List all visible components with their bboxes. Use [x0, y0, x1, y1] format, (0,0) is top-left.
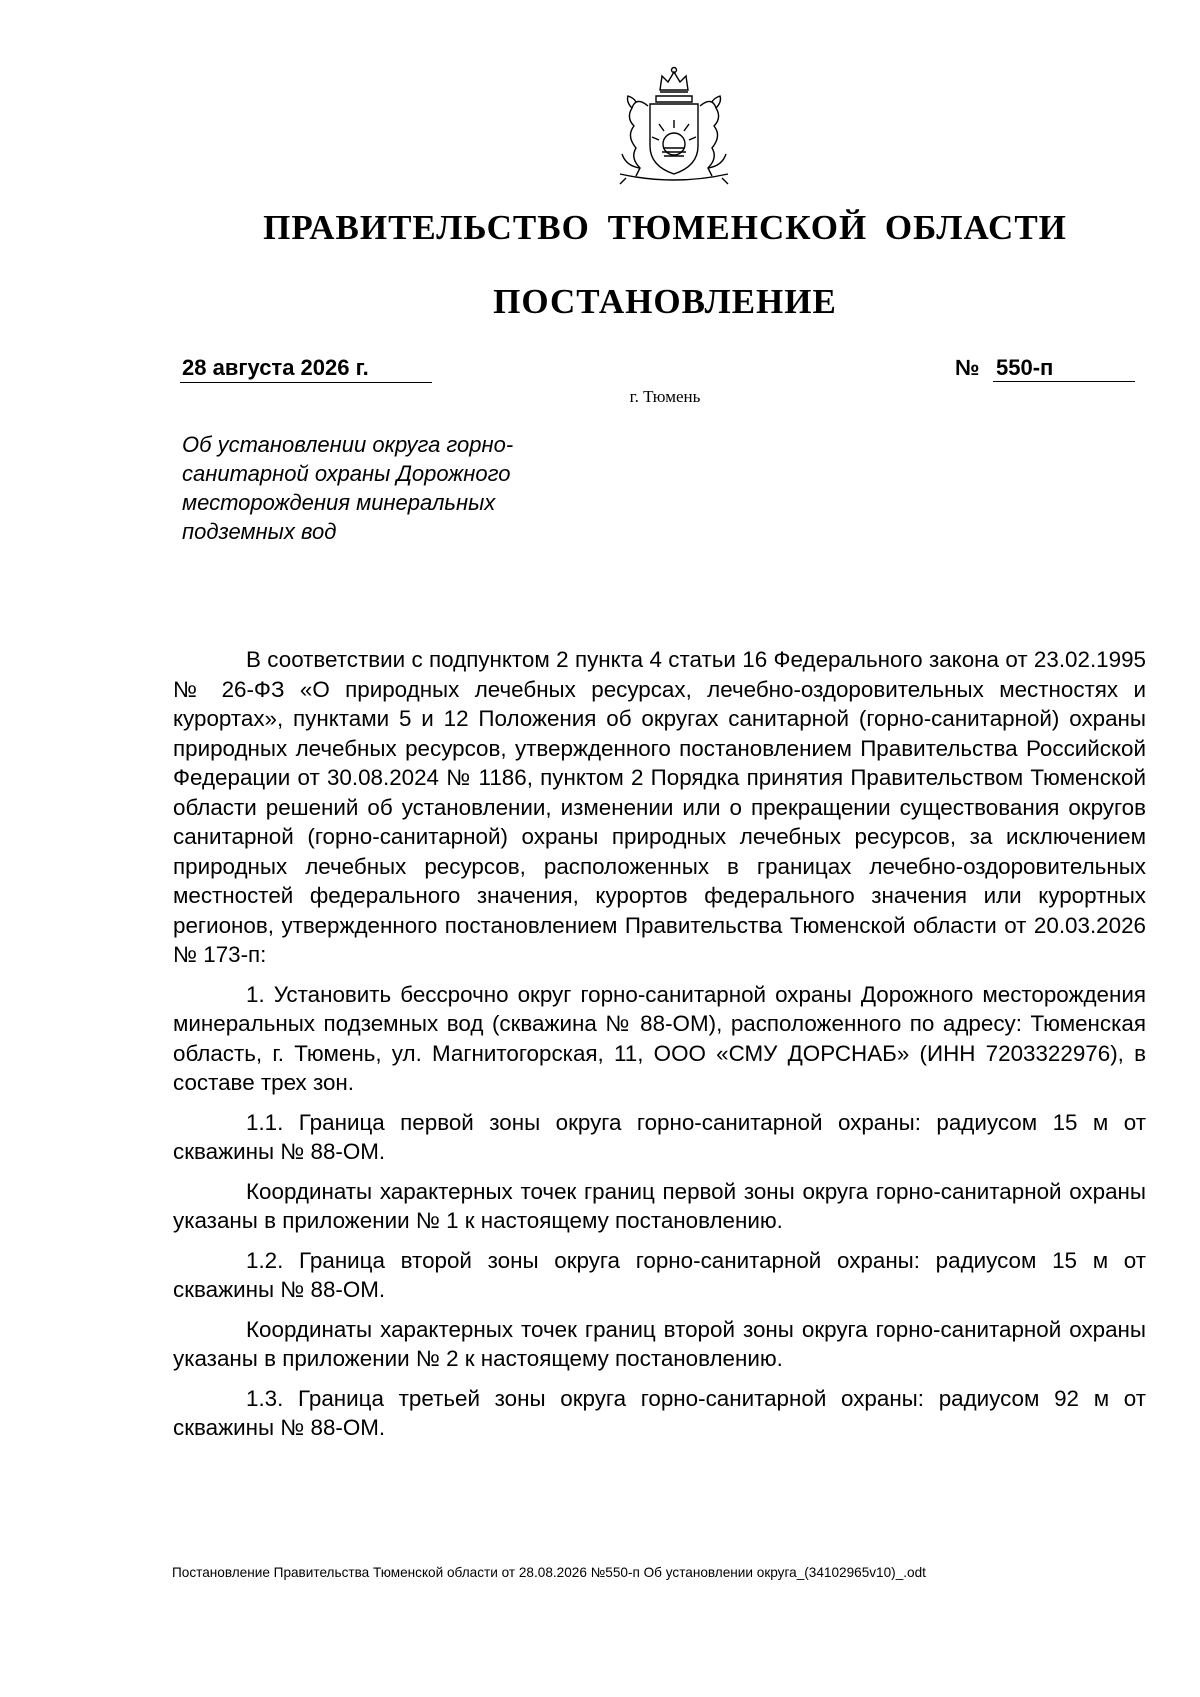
body-paragraph: 1.2. Граница второй зоны округа горно-санитарной охраны: радиусом 15 м от скважины № 88-ОМ.	[173, 1247, 1146, 1302]
number-sign: №	[955, 355, 980, 380]
body-paragraph: 1.3. Граница третьей зоны округа горно-санитарной охраны: радиусом 92 м от скважины № 88-ОМ.	[173, 1385, 1146, 1440]
document-subject	[182, 430, 622, 546]
government-title: ПРАВИТЕЛЬСТВО ТЮМЕНСКОЙ ОБЛАСТИ	[263, 208, 1067, 247]
footer-file-name: Постановление Правительства Тюменской области от 28.08.2026 №550-п Об установлении округа_(34102965v10)_.odt	[172, 1565, 926, 1580]
body-paragraph: В соответствии с подпунктом 2 пункта 4 статьи 16 Федерального закона от 23.02.1995 № 26-ФЗ «О природных лечебных ресурсах, лечебно-оздоровительных местностях и курортах», пунктами 5 и 12 Положения об округах санитарной (горно-санитарной) охраны природных лечебных ресурсов, утвержденного постановлением Правительства Российской Федерации от 30.08.2024 № 1186, пунктом 2 Порядка принятия Правительством Тюменской области решений об установлении, изменении или о прекращении существования округов санитарной (горно-санитарной) охраны природных лечебных ресурсов, за исключением природных лечебных ресурсов, расположенных в границах лечебно-оздоровительных местностей федерального значения, курортов федерального значения или курортных регионов, утвержденного постановлением Правительства Тюменской области от 20.03.2026 № 173-п:	[173, 647, 1146, 967]
body-paragraph: 1.1. Граница первой зоны округа горно-санитарной охраны: радиусом 15 м от скважины № 88-ОМ.	[173, 1109, 1146, 1164]
body-paragraph: Координаты характерных точек границ второй зоны округа горно-санитарной охраны указаны в приложении № 2 к настоящему постановлению.	[173, 1316, 1146, 1371]
document-date: 28 августа 2026 г.	[180, 355, 432, 383]
city-name: г. Тюмень	[629, 387, 701, 406]
body-paragraph: Координаты характерных точек границ первой зоны округа горно-санитарной охраны указаны в приложении № 1 к настоящему постановлению.	[173, 1178, 1146, 1233]
document-body	[173, 645, 1146, 1453]
subject-line: Об установлении округа горно-	[182, 432, 514, 457]
document-number-block	[955, 355, 1135, 382]
coat-of-arms-icon	[596, 66, 752, 186]
body-paragraph: 1. Установить бессрочно округ горно-санитарной охраны Дорожного месторождения минеральных подземных вод (скважина № 88-ОМ), расположенного по адресу: Тюменская область, г. Тюмень, ул. Магнитогорская, 11, ООО «СМУ ДОРСНАБ» (ИНН 7203322976), в составе трех зон.	[173, 981, 1146, 1095]
subject-line: подземных вод	[182, 519, 337, 544]
subject-line: санитарной охраны Дорожного	[182, 461, 511, 486]
document-number: 550-п	[993, 355, 1135, 382]
subject-line: месторождения минеральных	[182, 490, 496, 515]
document-type-title: ПОСТАНОВЛЕНИЕ	[493, 282, 837, 321]
